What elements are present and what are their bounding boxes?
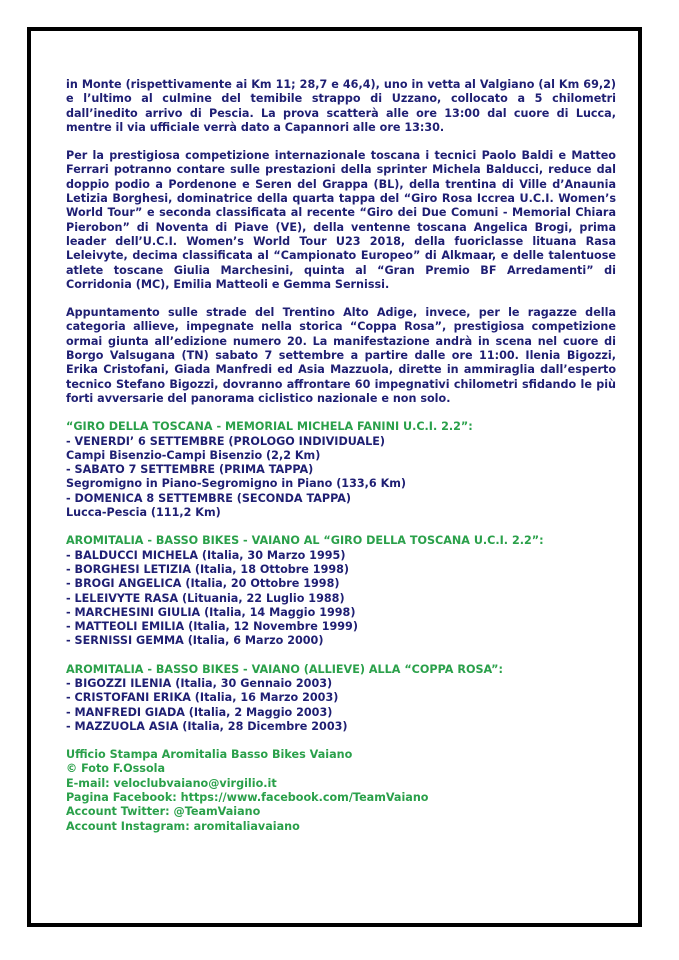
schedule-line: - VENERDI’ 6 SETTEMBRE (PROLOGO INDIVIDUALE) bbox=[66, 434, 386, 448]
rider-entry: - MAZZUOLA ASIA (Italia, 28 Dicembre 2003) bbox=[66, 719, 348, 733]
paragraph-route: in Monte (rispettivamente ai Km 11; 28,7 e 46,4), uno in vetta al Valgiano (al Km 69,2) e l’ultimo al culmine del temibile strappo di Uzzano, collocato a 5 chilometri dall’inedito arrivo di Pescia. La prova scatterà alle ore 13:00 dal cuore di Lucca, mentre il via ufficiale verrà dato a Capannori alle ore 13:30. bbox=[66, 78, 616, 134]
press-release-body bbox=[66, 78, 616, 834]
email-line[interactable]: E-mail: veloclubvaiano@virgilio.it bbox=[66, 776, 277, 790]
rider-entry: - BALDUCCI MICHELA (Italia, 30 Marzo 1995) bbox=[66, 548, 346, 562]
rider-entry: - BIGOZZI ILENIA (Italia, 30 Gennaio 2003) bbox=[66, 676, 333, 690]
rider-entry: - SERNISSI GEMMA (Italia, 6 Marzo 2000) bbox=[66, 634, 324, 648]
rider-entry: - BROGI ANGELICA (Italia, 20 Ottobre 1998) bbox=[66, 577, 340, 591]
paragraph-coppa-rosa: Appuntamento sulle strade del Trentino Alto Adige, invece, per le ragazze della categoria allieve, impegnate nella storica “Coppa Rosa”, prestigiosa competizione ormai giunta all’edizione numero 20. La manifestazione andrà in scena nel cuore di Borgo Valsugana (TN) sabato 7 settembre a partire dalle ore 11:00. Ilenia Bigozzi, Erika Cristofani, Giada Manfredi ed Asia Mazzuola, dirette in ammiraglia dall’esperto tecnico Stefano Bigozzi, dovranno affrontare 60 impegnativi chilometri sfidando le più forti avversarie del panorama ciclistico nazionale e non solo. bbox=[66, 306, 616, 405]
instagram-line[interactable]: Account Instagram: aromitaliavaiano bbox=[66, 819, 300, 833]
rider-entry: - LELEIVYTE RASA (Lituania, 22 Luglio 1988) bbox=[66, 591, 345, 605]
team-toscana-section bbox=[66, 534, 616, 648]
rider-entry: - BORGHESI LETIZIA (Italia, 18 Ottobre 1998) bbox=[66, 562, 350, 576]
contact-footer bbox=[66, 748, 616, 834]
rider-entry: - CRISTOFANI ERIKA (Italia, 16 Marzo 2003) bbox=[66, 691, 339, 705]
schedule-heading: “GIRO DELLA TOSCANA - MEMORIAL MICHELA FANINI U.C.I. 2.2”: bbox=[66, 420, 473, 434]
schedule-line: Lucca-Pescia (111,2 Km) bbox=[66, 506, 221, 520]
paragraph-giro-toscana-team: Per la prestigiosa competizione internazionale toscana i tecnici Paolo Baldi e Matteo Ferrari potranno contare sulle prestazioni della sprinter Michela Balducci, reduce dal doppio podio a Pordenone e Seren del Grappa (BL), della trentina di Ville d’Anaunia Letizia Borghesi, dominatrice della quarta tappa del “Giro Rosa Iccrea U.C.I. Women’s World Tour” e seconda classificata al recente “Giro dei Due Comuni - Memorial Chiara Pierobon” di Noventa di Piave (VE), della ventenne toscana Angelica Brogi, prima leader dell’U.C.I. Women’s World Tour U23 2018, della fuoriclasse lituana Rasa Leleivyte, decima classificata al “Campionato Europeo” di Alkmaar, e delle talentuose atlete toscane Giulia Marchesini, quinta al “Gran Premio BF Arredamenti” di Corridonia (MC), Emilia Matteoli e Gemma Sernissi. bbox=[66, 149, 616, 291]
facebook-line[interactable]: Pagina Facebook: https://www.facebook.com/TeamVaiano bbox=[66, 791, 429, 805]
schedule-line: - SABATO 7 SETTEMBRE (PRIMA TAPPA) bbox=[66, 463, 314, 477]
rider-entry: - MARCHESINI GIULIA (Italia, 14 Maggio 1998) bbox=[66, 605, 356, 619]
team-toscana-heading: AROMITALIA - BASSO BIKES - VAIANO AL “GIRO DELLA TOSCANA U.C.I. 2.2”: bbox=[66, 534, 544, 548]
twitter-line[interactable]: Account Twitter: @TeamVaiano bbox=[66, 805, 261, 819]
team-coppa-section bbox=[66, 663, 616, 734]
schedule-line: Campi Bisenzio-Campi Bisenzio (2,2 Km) bbox=[66, 448, 321, 462]
rider-entry: - MATTEOLI EMILIA (Italia, 12 Novembre 1999) bbox=[66, 620, 358, 634]
schedule-line: - DOMENICA 8 SETTEMBRE (SECONDA TAPPA) bbox=[66, 491, 352, 505]
schedule-section bbox=[66, 420, 616, 520]
team-coppa-heading: AROMITALIA - BASSO BIKES - VAIANO (ALLIEVE) ALLA “COPPA ROSA”: bbox=[66, 662, 503, 676]
photo-credit-line: © Foto F.Ossola bbox=[66, 762, 166, 776]
rider-entry: - MANFREDI GIADA (Italia, 2 Maggio 2003) bbox=[66, 705, 333, 719]
press-office-line: Ufficio Stampa Aromitalia Basso Bikes Vaiano bbox=[66, 748, 353, 762]
schedule-line: Segromigno in Piano-Segromigno in Piano (133,6 Km) bbox=[66, 477, 407, 491]
